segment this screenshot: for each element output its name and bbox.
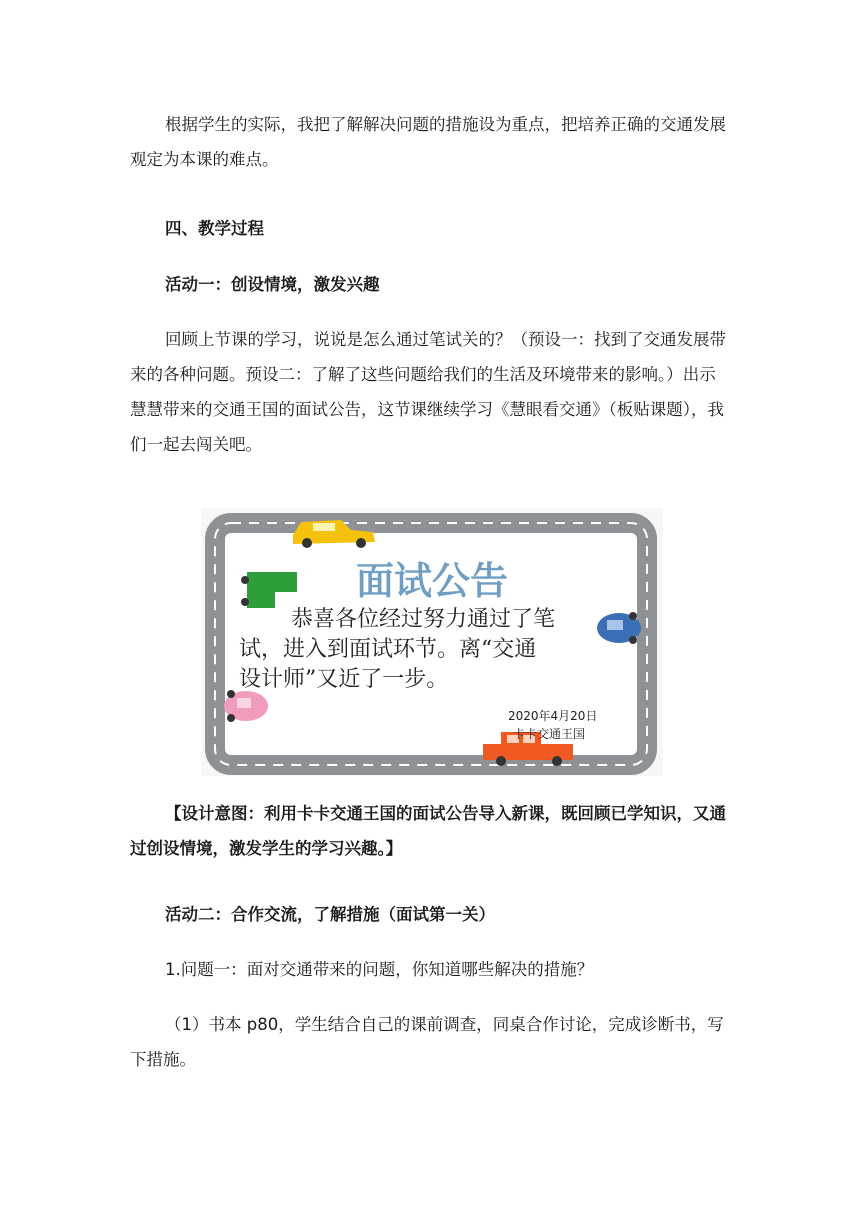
interview-notice-figure (201, 508, 663, 776)
notice-date: 2020年4月20日 (508, 709, 598, 723)
activity-one-heading: 活动一：创设情境，激发兴趣 (165, 275, 380, 294)
notice-title: 面试公告 (355, 558, 509, 603)
section-heading-teaching-process: 四、教学过程 (165, 219, 264, 238)
design-intent-note: 【设计意图：利用卡卡交通王国的面试公告导入新课，既回顾已学知识，又通过创设情境，激发学生的学习兴趣。】 (130, 804, 726, 858)
notice-signature: 卡卡交通王国 (513, 727, 586, 741)
paragraph-review: 回顾上节课的学习，说说是怎么通过笔试关的？（预设一：找到了交通发展带来的各种问题。预设二：了解了这些问题给我们的生活及环境带来的影响。）出示慧慧带来的交通王国的面试公告，这节课继续学习《慧眼看交通》（板贴课题），我们一起去闯关吧。 (130, 330, 726, 454)
notice-line-3: 设计师”又近了一步。 (239, 667, 449, 692)
paragraph-key-points: 根据学生的实际，我把了解解决问题的措施设为重点，把培养正确的交通发展观定为本课的难点。 (130, 115, 726, 169)
question-one: 1.问题一：面对交通带来的问题，你知道哪些解决的措施？ (165, 960, 594, 979)
notice-line-1: 恭喜各位经过努力通过了笔 (291, 607, 556, 632)
activity-two-heading: 活动二：合作交流，了解措施（面试第一关） (165, 905, 495, 924)
notice-line-2: 试，进入到面试环节。离“交通 (239, 637, 537, 662)
question-one-task: （1）书本 p80，学生结合自己的课前调查，同桌合作讨论，完成诊断书，写下措施。 (130, 1015, 724, 1069)
